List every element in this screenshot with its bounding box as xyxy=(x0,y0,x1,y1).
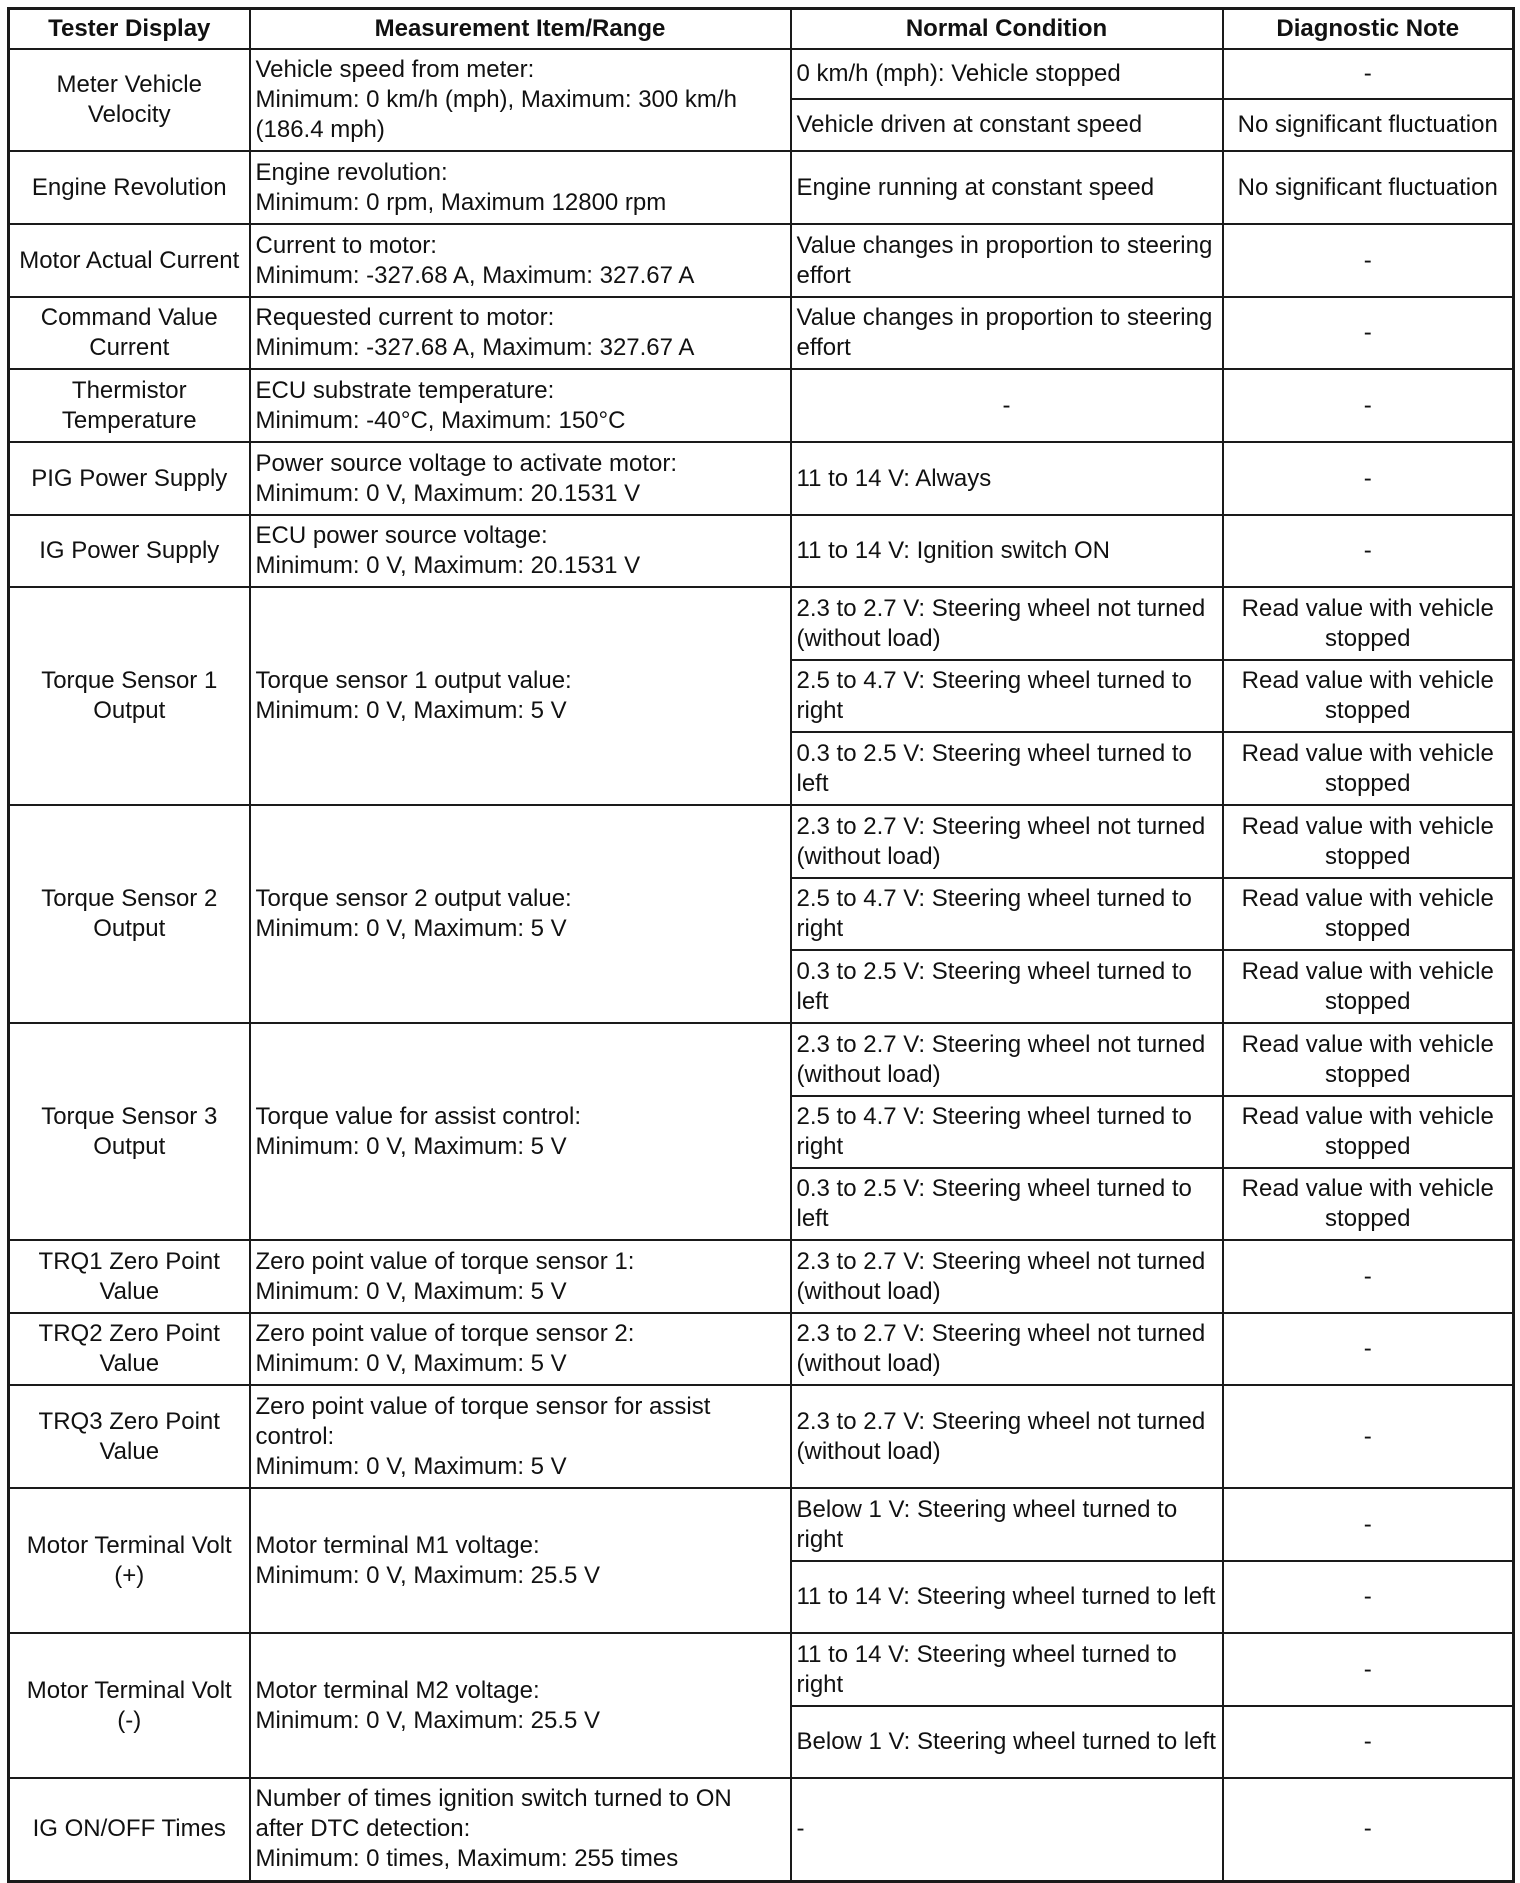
measurement-range-cell xyxy=(250,369,791,442)
measurement-range-cell xyxy=(250,515,791,587)
tester-display-cell: IG ON/OFF Times xyxy=(9,1778,250,1881)
table-row xyxy=(9,1313,1514,1385)
normal-condition-cell: 0 km/h (mph): Vehicle stopped xyxy=(791,49,1223,99)
table-row xyxy=(9,224,1514,297)
measurement-item-text: Motor terminal M2 voltage: xyxy=(255,1676,540,1704)
normal-condition-cell: 0.3 to 2.5 V: Steering wheel turned to left xyxy=(791,950,1223,1023)
tester-display-cell: Meter Vehicle Velocity xyxy=(9,49,250,151)
diagnostic-note-cell: - xyxy=(1223,297,1514,369)
measurement-range-cell xyxy=(250,1778,791,1881)
table-row xyxy=(9,805,1514,878)
diagnostic-note-cell: Read value with vehicle stopped xyxy=(1223,587,1514,660)
normal-condition-cell: Below 1 V: Steering wheel turned to right xyxy=(791,1488,1223,1561)
measurement-range-text: Minimum: -40°C, Maximum: 150°C xyxy=(255,406,626,434)
diagnostic-note-cell: - xyxy=(1223,515,1514,587)
diagnostic-note-cell: - xyxy=(1223,49,1514,99)
measurement-item-text: Motor terminal M1 voltage: xyxy=(255,1531,540,1559)
normal-condition-cell: Below 1 V: Steering wheel turned to left xyxy=(791,1706,1223,1778)
measurement-item-text: Torque sensor 2 output value: xyxy=(255,885,572,912)
table-row xyxy=(9,1385,1514,1488)
measurement-range-text: Minimum: 0 V, Maximum: 5 V xyxy=(255,915,567,942)
normal-condition-cell: 11 to 14 V: Steering wheel turned to left xyxy=(791,1561,1223,1633)
measurement-item-text: ECU power source voltage: xyxy=(255,522,548,549)
normal-condition-cell: 2.3 to 2.7 V: Steering wheel not turned (without load) xyxy=(791,587,1223,660)
normal-condition-cell: 0.3 to 2.5 V: Steering wheel turned to left xyxy=(791,732,1223,805)
normal-condition-cell: 2.3 to 2.7 V: Steering wheel not turned (without load) xyxy=(791,805,1223,878)
tester-display-cell: Motor Terminal Volt (+) xyxy=(9,1488,250,1633)
data-list-table xyxy=(7,7,1515,1883)
normal-condition-cell: 11 to 14 V: Steering wheel turned to right xyxy=(791,1633,1223,1706)
measurement-range-text: Minimum: 0 V, Maximum: 5 V xyxy=(255,1452,567,1480)
measurement-range-cell xyxy=(250,1023,791,1240)
diagnostic-note-cell: Read value with vehicle stopped xyxy=(1223,1096,1514,1168)
measurement-item-text: Vehicle speed from meter: xyxy=(255,56,535,83)
tester-display-cell: Thermistor Temperature xyxy=(9,369,250,442)
diagnostic-note-cell: - xyxy=(1223,1633,1514,1706)
header-row xyxy=(9,9,1514,50)
header-measurement-item: Measurement Item/Range xyxy=(250,9,791,50)
measurement-range-text: Minimum: 0 V, Maximum: 5 V xyxy=(255,1132,567,1160)
diagnostic-note-cell: No significant fluctuation xyxy=(1223,99,1514,151)
normal-condition-cell: Vehicle driven at constant speed xyxy=(791,99,1223,151)
table-row xyxy=(9,587,1514,660)
normal-condition-cell: Value changes in proportion to steering effort xyxy=(791,297,1223,369)
measurement-item-text: Zero point value of torque sensor for assist control: xyxy=(255,1392,711,1450)
header-normal-condition: Normal Condition xyxy=(791,9,1223,50)
measurement-range-text: Minimum: 0 V, Maximum: 25.5 V xyxy=(255,1561,601,1589)
table-row xyxy=(9,442,1514,515)
diagnostic-note-cell: Read value with vehicle stopped xyxy=(1223,805,1514,878)
normal-condition-cell: 11 to 14 V: Ignition switch ON xyxy=(791,515,1223,587)
measurement-range-text: Minimum: 0 V, Maximum: 5 V xyxy=(255,1277,567,1305)
diagnostic-note-cell: - xyxy=(1223,1561,1514,1633)
measurement-range-cell xyxy=(250,1385,791,1488)
measurement-item-text: Engine revolution: xyxy=(255,158,448,186)
measurement-item-text: Torque value for assist control: xyxy=(255,1102,581,1130)
tester-display-cell: TRQ2 Zero Point Value xyxy=(9,1313,250,1385)
diagnostic-note-cell: - xyxy=(1223,1313,1514,1385)
diagnostic-note-cell: - xyxy=(1223,1385,1514,1488)
diagnostic-note-cell: - xyxy=(1223,1706,1514,1778)
diagnostic-note-cell: - xyxy=(1223,442,1514,515)
normal-condition-cell: 0.3 to 2.5 V: Steering wheel turned to left xyxy=(791,1168,1223,1240)
table-row xyxy=(9,1633,1514,1706)
table-row xyxy=(9,1488,1514,1561)
tester-display-cell: PIG Power Supply xyxy=(9,442,250,515)
normal-condition-cell: 2.3 to 2.7 V: Steering wheel not turned (without load) xyxy=(791,1023,1223,1096)
normal-condition-cell: 11 to 14 V: Always xyxy=(791,442,1223,515)
measurement-item-text: Number of times ignition switch turned to ON after DTC detection: xyxy=(255,1785,732,1843)
table-row xyxy=(9,515,1514,587)
tester-display-cell: TRQ3 Zero Point Value xyxy=(9,1385,250,1488)
measurement-range-cell xyxy=(250,1488,791,1633)
measurement-range-cell xyxy=(250,151,791,224)
measurement-range-text: Minimum: 0 rpm, Maximum 12800 rpm xyxy=(255,188,667,216)
measurement-range-cell xyxy=(250,442,791,515)
table-row xyxy=(9,297,1514,369)
tester-display-cell: Torque Sensor 3 Output xyxy=(9,1023,250,1240)
header-tester-display: Tester Display xyxy=(9,9,250,50)
normal-condition-cell: 2.5 to 4.7 V: Steering wheel turned to right xyxy=(791,878,1223,950)
normal-condition-cell: 2.5 to 4.7 V: Steering wheel turned to right xyxy=(791,1096,1223,1168)
table-row xyxy=(9,151,1514,224)
tester-display-cell: Motor Terminal Volt (-) xyxy=(9,1633,250,1778)
diagnostic-note-cell: - xyxy=(1223,224,1514,297)
measurement-range-text: Minimum: 0 V, Maximum: 25.5 V xyxy=(255,1706,601,1734)
table-row xyxy=(9,49,1514,99)
diagnostic-note-cell: Read value with vehicle stopped xyxy=(1223,1023,1514,1096)
diagnostic-note-cell: - xyxy=(1223,369,1514,442)
normal-condition-cell: - xyxy=(791,369,1223,442)
tester-display-cell: Torque Sensor 2 Output xyxy=(9,805,250,1023)
diagnostic-note-cell: No significant fluctuation xyxy=(1223,151,1514,224)
diagnostic-note-cell: Read value with vehicle stopped xyxy=(1223,950,1514,1023)
normal-condition-cell: 2.3 to 2.7 V: Steering wheel not turned (without load) xyxy=(791,1385,1223,1488)
measurement-item-text: Torque sensor 1 output value: xyxy=(255,667,572,694)
measurement-item-text: Zero point value of torque sensor 2: xyxy=(255,1320,635,1347)
measurement-range-text: Minimum: 0 km/h (mph), Maximum: 300 km/h (186.4 mph) xyxy=(255,86,737,143)
table-row xyxy=(9,369,1514,442)
measurement-range-text: Minimum: -327.68 A, Maximum: 327.67 A xyxy=(255,261,695,289)
measurement-range-cell xyxy=(250,587,791,805)
diagnostic-note-cell: Read value with vehicle stopped xyxy=(1223,878,1514,950)
normal-condition-cell: Value changes in proportion to steering effort xyxy=(791,224,1223,297)
tester-display-cell: Engine Revolution xyxy=(9,151,250,224)
measurement-range-cell xyxy=(250,1240,791,1313)
measurement-item-text: Zero point value of torque sensor 1: xyxy=(255,1247,635,1275)
diagnostic-note-cell: Read value with vehicle stopped xyxy=(1223,1168,1514,1240)
measurement-range-text: Minimum: 0 times, Maximum: 255 times xyxy=(255,1845,679,1873)
normal-condition-cell: - xyxy=(791,1778,1223,1881)
measurement-range-text: Minimum: 0 V, Maximum: 20.1531 V xyxy=(255,479,641,507)
measurement-item-text: Requested current to motor: xyxy=(255,304,555,331)
diagnostic-note-cell: Read value with vehicle stopped xyxy=(1223,732,1514,805)
measurement-range-text: Minimum: -327.68 A, Maximum: 327.67 A xyxy=(255,334,695,361)
measurement-range-cell xyxy=(250,1313,791,1385)
measurement-range-text: Minimum: 0 V, Maximum: 5 V xyxy=(255,1350,567,1377)
table-row xyxy=(9,1240,1514,1313)
table-row xyxy=(9,1778,1514,1881)
measurement-range-cell xyxy=(250,49,791,151)
diagnostic-note-cell: - xyxy=(1223,1240,1514,1313)
diagnostic-note-cell: - xyxy=(1223,1488,1514,1561)
tester-display-cell: Motor Actual Current xyxy=(9,224,250,297)
normal-condition-cell: 2.3 to 2.7 V: Steering wheel not turned (without load) xyxy=(791,1240,1223,1313)
normal-condition-cell: 2.5 to 4.7 V: Steering wheel turned to right xyxy=(791,660,1223,732)
tester-display-cell: TRQ1 Zero Point Value xyxy=(9,1240,250,1313)
measurement-range-cell xyxy=(250,1633,791,1778)
measurement-item-text: Current to motor: xyxy=(255,231,437,259)
measurement-item-text: Power source voltage to activate motor: xyxy=(255,449,678,477)
table-row xyxy=(9,1023,1514,1096)
tester-display-cell: IG Power Supply xyxy=(9,515,250,587)
normal-condition-cell: Engine running at constant speed xyxy=(791,151,1223,224)
measurement-range-cell xyxy=(250,297,791,369)
measurement-range-text: Minimum: 0 V, Maximum: 5 V xyxy=(255,697,567,724)
diagnostic-note-cell: Read value with vehicle stopped xyxy=(1223,660,1514,732)
diagnostic-note-cell: - xyxy=(1223,1778,1514,1881)
tester-display-cell: Command Value Current xyxy=(9,297,250,369)
measurement-range-text: Minimum: 0 V, Maximum: 20.1531 V xyxy=(255,552,641,579)
measurement-item-text: ECU substrate temperature: xyxy=(255,376,555,404)
table-body xyxy=(9,49,1514,1881)
measurement-range-cell xyxy=(250,805,791,1023)
normal-condition-cell: 2.3 to 2.7 V: Steering wheel not turned (without load) xyxy=(791,1313,1223,1385)
measurement-range-cell xyxy=(250,224,791,297)
header-diagnostic-note: Diagnostic Note xyxy=(1223,9,1514,50)
tester-display-cell: Torque Sensor 1 Output xyxy=(9,587,250,805)
